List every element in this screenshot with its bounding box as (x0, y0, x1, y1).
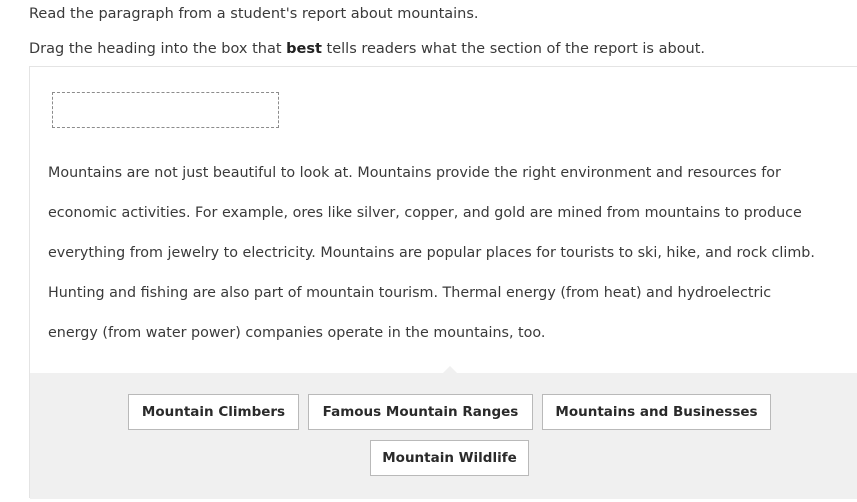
instruction-drag-pre: Drag the heading into the box that (29, 41, 287, 57)
instruction-drag-bold: best (286, 41, 322, 57)
paragraph-line: Hunting and fishing are also part of mountain tourism. Thermal energy (from heat) and hydroelectric (48, 285, 772, 301)
paragraph-line: Mountains are not just beautiful to look at. Mountains provide the right environment and resources for (48, 165, 781, 181)
instruction-drag-post: tells readers what the section of the report is about. (321, 41, 706, 57)
choice-mountain-wildlife[interactable]: Mountain Wildlife (370, 440, 529, 476)
heading-drop-target[interactable] (52, 92, 279, 128)
report-paragraph (48, 153, 854, 353)
question-panel (29, 66, 857, 498)
paragraph-line: energy (from water power) companies operate in the mountains, too. (48, 325, 546, 341)
instruction-read: Read the paragraph from a student's report about mountains. (29, 6, 479, 22)
choice-famous-mountain-ranges[interactable]: Famous Mountain Ranges (308, 394, 533, 430)
paragraph-line: economic activities. For example, ores like silver, copper, and gold are mined from mountains to produce (48, 205, 802, 221)
choice-mountain-climbers[interactable]: Mountain Climbers (128, 394, 299, 430)
paragraph-line: everything from jewelry to electricity. Mountains are popular places for tourists to ski, hike, and rock climb. (48, 245, 815, 261)
instruction-drag (29, 41, 705, 57)
answer-bank (30, 373, 857, 499)
bank-notch (442, 366, 458, 374)
choice-mountains-and-businesses[interactable]: Mountains and Businesses (542, 394, 771, 430)
